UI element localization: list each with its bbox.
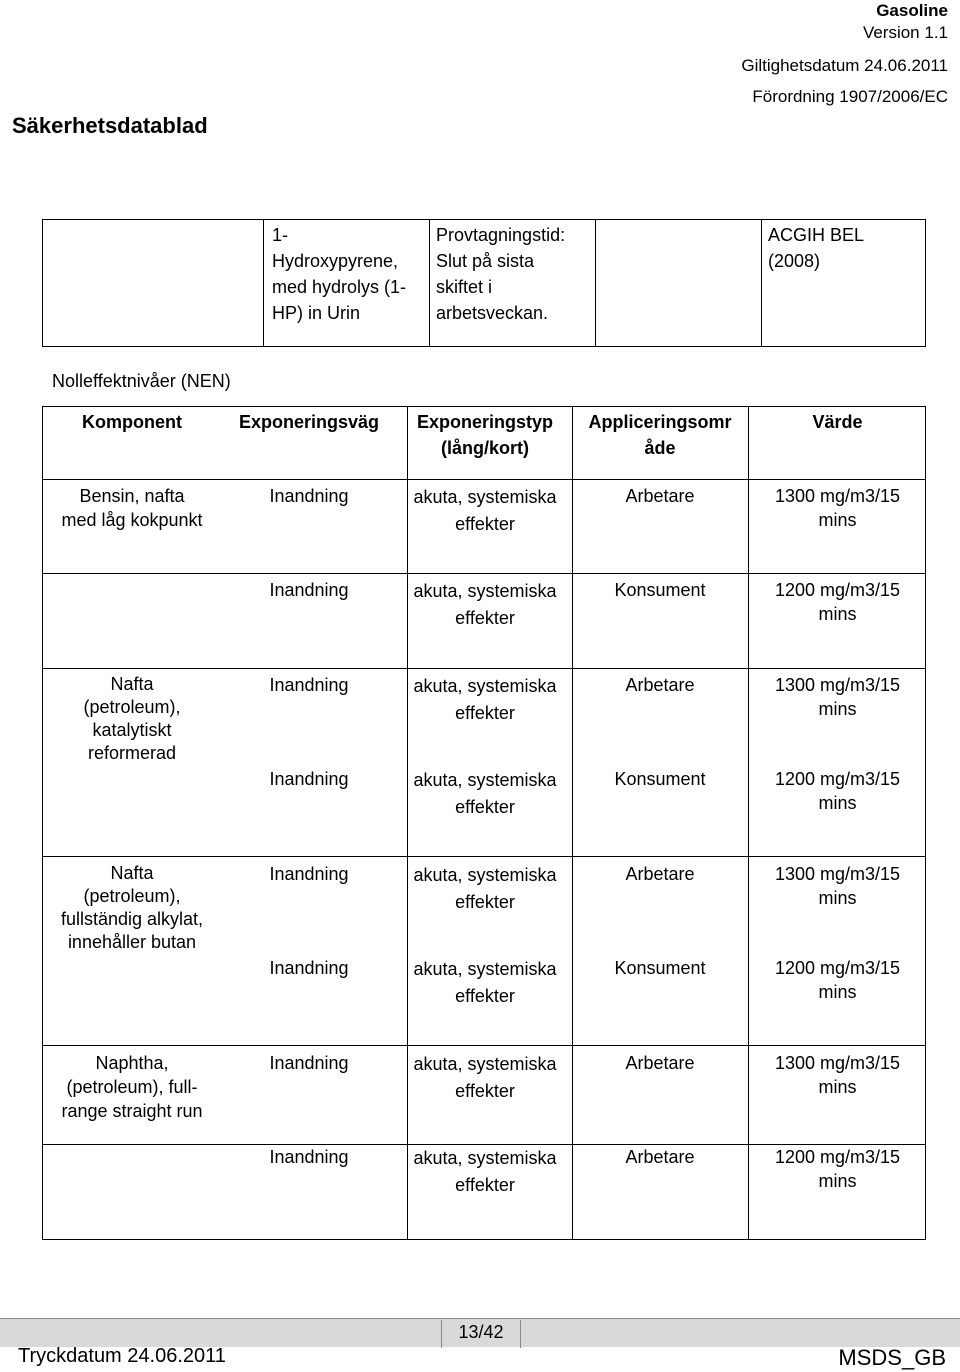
document-code: MSDS_GB — [838, 1345, 946, 1370]
cell-type: akuta, systemiska effekter — [413, 959, 557, 1006]
cell-area: Arbetare — [625, 1053, 695, 1073]
row-divider — [43, 668, 925, 669]
row-divider — [43, 856, 925, 857]
bio-blank-cell — [595, 220, 761, 346]
regulation-label: Förordning 1907/2006/EC — [752, 87, 948, 106]
cell-route: Inandning — [269, 1053, 349, 1073]
cell-type: akuta, systemiska effekter — [413, 1148, 557, 1195]
cell-component: Nafta (petroleum), katalytiskt reformerad — [83, 674, 181, 763]
header-application-area: Appliceringsomr åde — [588, 412, 732, 458]
bio-reference-cell — [761, 220, 927, 346]
cell-value: 1300 mg/m3/15 mins — [774, 675, 901, 719]
header-component: Komponent — [82, 412, 182, 432]
bio-reference: ACGIH BEL (2008) — [768, 225, 865, 271]
cell-value: 1300 mg/m3/15 mins — [774, 1053, 901, 1097]
cell-area: Arbetare — [625, 1147, 695, 1167]
cell-route: Inandning — [269, 864, 349, 884]
row-divider — [43, 1045, 925, 1046]
document-title: Säkerhetsdatablad — [12, 113, 208, 138]
cell-value: 1200 mg/m3/15 mins — [774, 1147, 901, 1191]
cell-type: akuta, systemiska effekter — [413, 581, 557, 628]
row-divider — [43, 573, 925, 574]
bio-monitoring-table — [42, 219, 926, 347]
bio-sampling-time: Provtagningstid: Slut på sista skiftet i arbetsveckan. — [436, 225, 566, 323]
cell-area: Konsument — [614, 769, 706, 789]
cell-type: akuta, systemiska effekter — [413, 1054, 557, 1101]
product-name: Gasoline — [876, 1, 948, 20]
cell-value: 1200 mg/m3/15 mins — [774, 958, 901, 1002]
header-route: Exponeringsväg — [238, 412, 380, 432]
cell-component: Naphtha, (petroleum), full- range straight run — [61, 1053, 203, 1121]
cell-value: 1300 mg/m3/15 mins — [774, 486, 901, 530]
bio-empty-cell — [43, 220, 263, 346]
cell-area: Konsument — [614, 958, 706, 978]
cell-route: Inandning — [269, 486, 349, 506]
cell-type: akuta, systemiska effekter — [413, 676, 557, 723]
print-date: Tryckdatum 24.06.2011 — [18, 1345, 226, 1367]
cell-component: Nafta (petroleum), fullständig alkylat, innehåller butan — [60, 863, 204, 952]
cell-value: 1200 mg/m3/15 mins — [774, 580, 901, 624]
cell-route: Inandning — [269, 675, 349, 695]
cell-type: akuta, systemiska effekter — [413, 865, 557, 912]
cell-value: 1300 mg/m3/15 mins — [774, 864, 901, 908]
header-value: Värde — [812, 412, 863, 432]
cell-component: Bensin, nafta med låg kokpunkt — [61, 486, 203, 530]
cell-area: Arbetare — [625, 864, 695, 884]
cell-route: Inandning — [269, 1147, 349, 1167]
cell-route: Inandning — [269, 958, 349, 978]
nen-table — [42, 406, 926, 1240]
cell-area: Konsument — [614, 580, 706, 600]
bio-sampling-cell — [429, 220, 595, 346]
bio-substance: 1- Hydroxypyrene, med hydrolys (1- HP) in Urin — [272, 225, 407, 323]
cell-type: akuta, systemiska effekter — [413, 770, 557, 817]
validity-date: Giltighetsdatum 24.06.2011 — [741, 56, 948, 75]
bio-substance-cell — [263, 220, 429, 346]
cell-route: Inandning — [269, 580, 349, 600]
row-divider — [43, 479, 925, 480]
cell-area: Arbetare — [625, 675, 695, 695]
cell-type: akuta, systemiska effekter — [413, 487, 557, 534]
cell-route: Inandning — [269, 769, 349, 789]
nen-section-label: Nolleffektnivåer (NEN) — [52, 371, 231, 391]
cell-value: 1200 mg/m3/15 mins — [774, 769, 901, 813]
page-number: 13/42 — [441, 1320, 521, 1348]
header-exposure-type: Exponeringstyp (lång/kort) — [416, 412, 554, 458]
cell-area: Arbetare — [625, 486, 695, 506]
version-label: Version 1.1 — [862, 23, 948, 42]
